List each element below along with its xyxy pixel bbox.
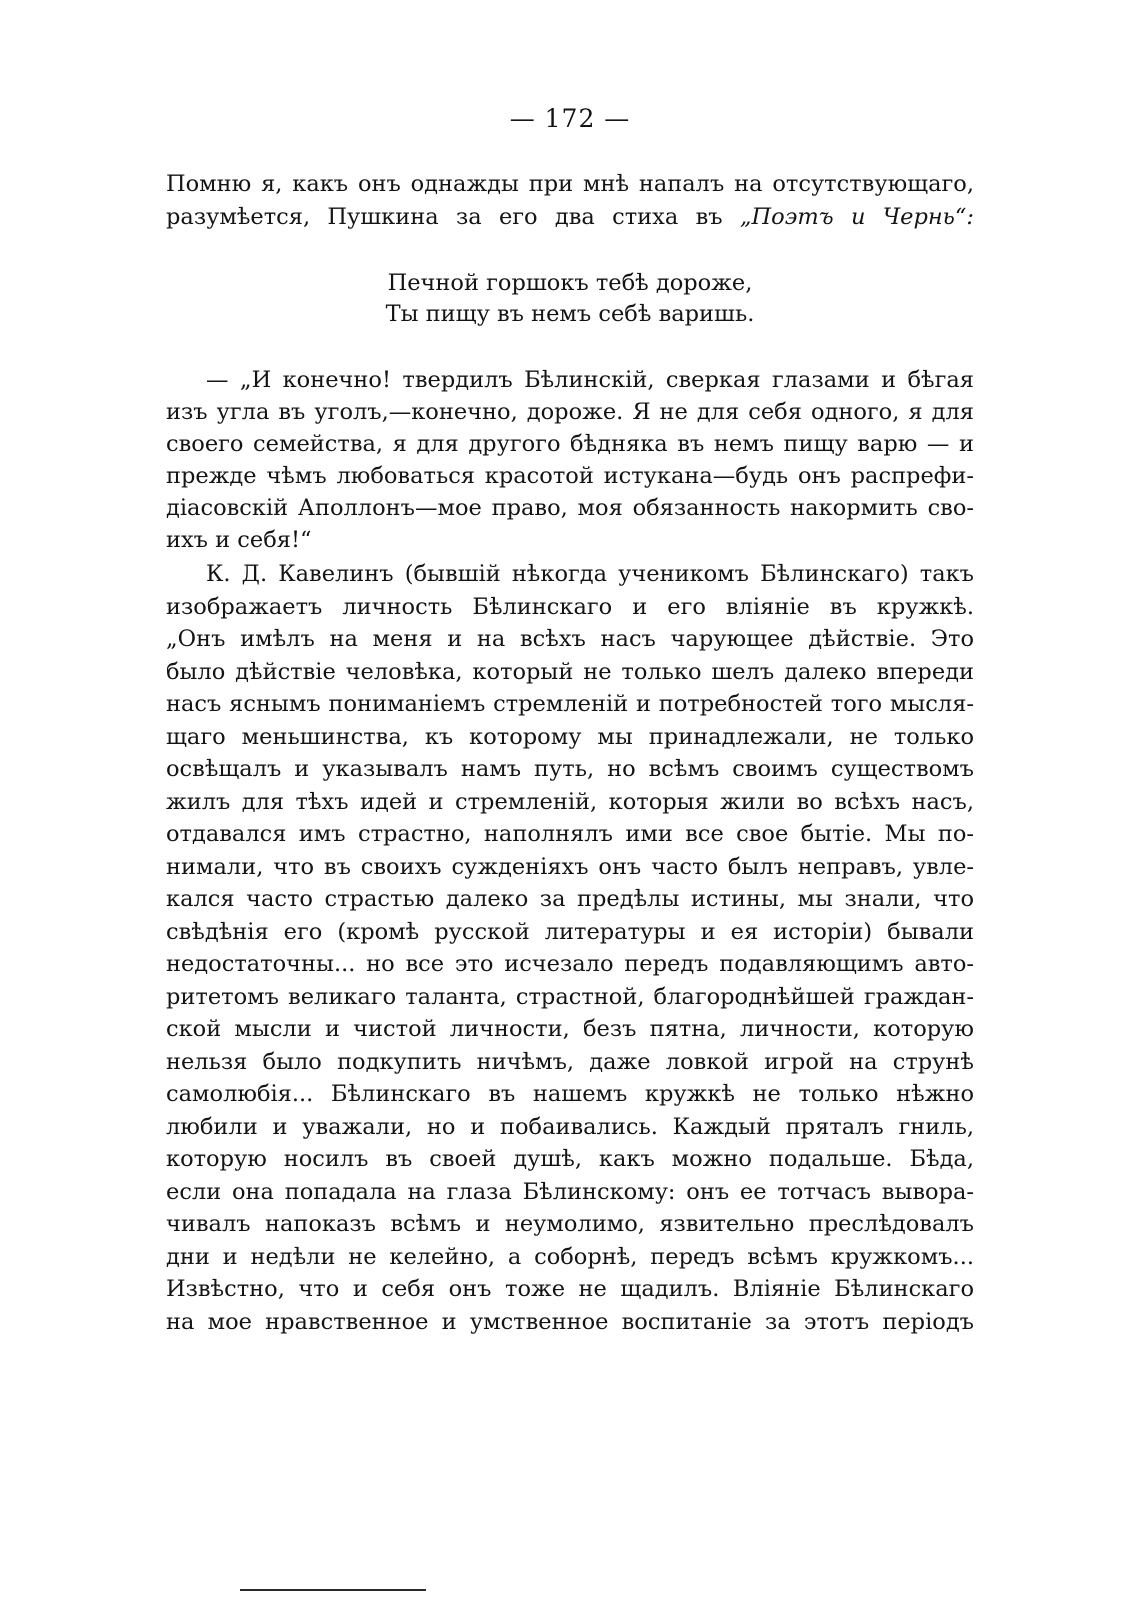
intro-line-1: Помню я, какъ онъ однажды при мнѣ напалъ на отсутствующаго, — [166, 171, 974, 197]
paragraph-2-line: отдавался имъ страстно, наполнялъ ими все свое бытіе. Мы по- — [166, 821, 974, 847]
poem-title: „Поэтъ и Чернь“: — [739, 204, 974, 230]
paragraph-1-line: своего семейства, я для другого бѣдняка въ немъ пищу варю — и — [166, 431, 974, 457]
paragraph-2-line: Извѣстно, что и себя онъ тоже не щадилъ. Вліяніе Бѣлинскаго — [166, 1276, 974, 1302]
paragraph-2-line: свѣдѣнія его (кромѣ русской литературы и ея исторіи) бывали — [166, 919, 974, 945]
paragraph-2-line: нимали, что въ своихъ сужденіяхъ онъ часто былъ неправъ, увле- — [166, 854, 974, 880]
paragraph-2-line: любили и уважали, но и побаивались. Каждый пряталъ гниль, — [166, 1114, 974, 1140]
paragraph-2-line: насъ яснымъ пониманіемъ стремленій и потребностей того мысля- — [166, 691, 974, 717]
paragraph-2-line: ритетомъ великаго таланта, страстной, благороднѣйшей граждан- — [166, 984, 974, 1010]
paragraph-1-line: — „И конечно! твердилъ Бѣлинскій, сверкая глазами и бѣгая — [206, 367, 974, 393]
paragraph-2-line: жилъ для тѣхъ идей и стремленій, которыя жили во всѣхъ насъ, — [166, 789, 974, 815]
page-number: — 172 — — [509, 104, 631, 133]
verse-line-2: Ты пищу въ немъ себѣ варишь. — [385, 301, 755, 327]
verse-line-1: Печной горшокъ тебѣ дороже, — [387, 270, 753, 296]
paragraph-2-line: недостаточны... но все это исчезало передъ подавляющимъ авто- — [166, 951, 974, 977]
paragraph-2-line: щаго меньшинства, къ которому мы принадлежали, не только — [166, 724, 974, 750]
paragraph-1-line: ихъ и себя!“ — [166, 527, 312, 553]
paragraph-1-line: изъ угла въ уголъ,—конечно, дороже. Я не для себя одного, я для — [166, 399, 974, 425]
paragraph-2-line: ской мысли и чистой личности, безъ пятна, личности, которую — [166, 1016, 974, 1042]
paragraph-2-line: чивалъ напоказъ всѣмъ и неумолимо, язвительно преслѣдовалъ — [166, 1211, 974, 1237]
paragraph-2-line: было дѣйствіе человѣка, который не только шелъ далеко впереди — [166, 659, 974, 685]
footnote-rule — [240, 1589, 426, 1591]
paragraph-2-line: освѣщалъ и указывалъ намъ путь, но всѣмъ своимъ существомъ — [166, 756, 974, 782]
paragraph-2-line: изображаетъ личность Бѣлинскаго и его вліяніе въ кружкѣ. — [166, 594, 974, 620]
paragraph-2-line: К. Д. Кавелинъ (бывшій нѣкогда ученикомъ Бѣлинскаго) такъ — [206, 561, 974, 587]
paragraph-2-line: кался часто страстью далеко за предѣлы истины, мы знали, что — [166, 886, 974, 912]
paragraph-2-line: которую носилъ въ своей душѣ, какъ можно подальше. Бѣда, — [166, 1146, 974, 1172]
paragraph-2-line: дни и недѣли не келейно, а соборнѣ, передъ всѣмъ кружкомъ... — [166, 1244, 974, 1270]
paragraph-2-line: нельзя было подкупить ничѣмъ, даже ловкой игрой на струнѣ — [166, 1049, 974, 1075]
intro-line-2-text: разумѣется, Пушкина за его два стиха въ — [166, 204, 723, 230]
paragraph-2-line: самолюбія... Бѣлинскаго въ нашемъ кружкѣ не только нѣжно — [166, 1081, 974, 1107]
intro-line-2 — [166, 200, 974, 234]
paragraph-2-line: если она попадала на глаза Бѣлинскому: онъ ее тотчасъ вывора- — [166, 1179, 974, 1205]
paragraph-1-line: діасовскій Аполлонъ—мое право, моя обязанность накормить сво- — [166, 495, 974, 521]
paragraph-2-line: „Онъ имѣлъ на меня и на всѣхъ насъ чарующее дѣйствіе. Это — [166, 626, 974, 652]
paragraph-2-line: на мое нравственное и умственное воспитаніе за этотъ періодъ — [166, 1309, 974, 1335]
paragraph-1-line: прежде чѣмъ любоваться красотой истукана—будь онъ распрефи- — [166, 463, 974, 489]
